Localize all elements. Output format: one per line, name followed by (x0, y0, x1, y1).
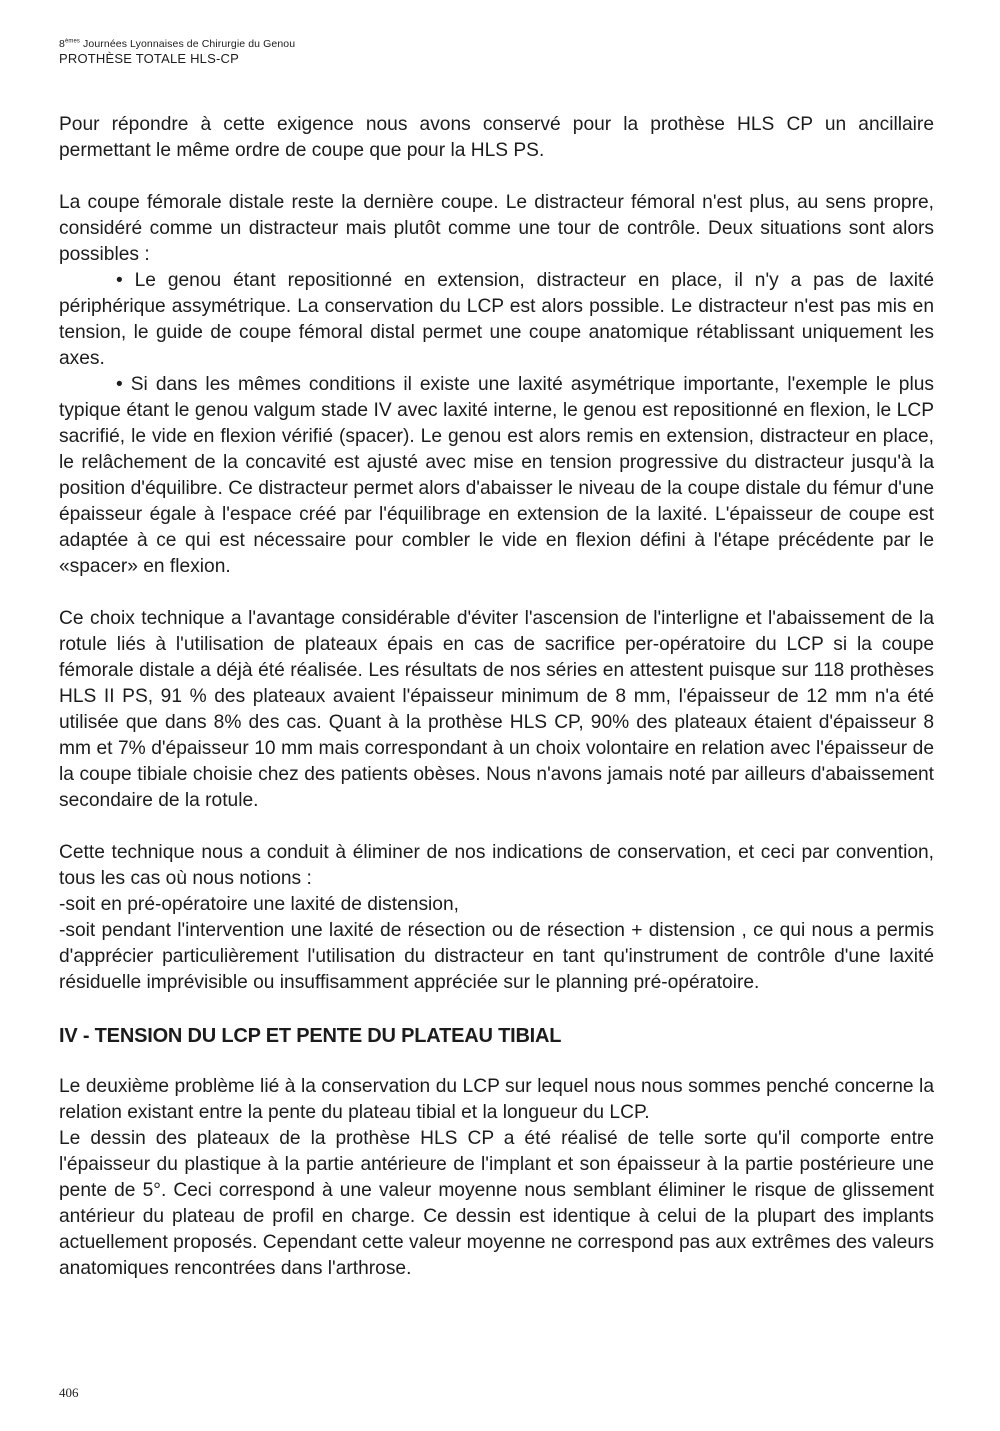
paragraph: Le dessin des plateaux de la prothèse HLS CP a été réalisé de telle sorte qu'il comporte entre l'épaisseur du plastique à la partie antérieure de l'implant et son épaisseur à la partie postérieure une pente de 5°. Ceci correspond à une valeur moyenne nous semblant éliminer le risque de glissement antérieur du plateau de profil en charge. Ce dessin est identique à celui de la plupart des implants actuellement proposés. Cependant cette valeur moyenne ne correspond pas aux extrêmes des valeurs anatomiques rencontrées dans l'arthrose. (59, 1128, 934, 1279)
paragraph: Pour répondre à cette exigence nous avons conservé pour la prothèse HLS CP un ancillaire permettant le même ordre de coupe que pour la HLS PS. (59, 114, 934, 161)
list-item: -soit en pré-opératoire une laxité de distension, (59, 894, 459, 915)
conference-ordinal: 8 (59, 38, 65, 50)
conference-ordinal-suffix: èmes (64, 38, 81, 45)
paragraph: Cette technique nous a conduit à éliminer de nos indications de conservation, et ceci par convention, tous les cas où nous notions : (59, 842, 934, 889)
running-header (59, 38, 659, 66)
bullet-paragraph: • Si dans les mêmes conditions il existe une laxité asymétrique importante, l'exemple le plus typique étant le genou valgum stade IV avec laxité interne, le genou est repositionné en flexion, le LCP sacrifié, le vide en flexion vérifié (spacer). Le genou est alors remis en extension, distracteur en place, le relâchement de la concavité est ajusté avec mise en tension progressive du distracteur jusqu'à la position d'équilibre. Ce distracteur permet alors d'abaisser le niveau de la coupe distale du fémur d'une épaisseur égale à l'espace créé par l'équilibrage en extension de la laxité. L'épaisseur de coupe est adaptée à ce qui est nécessaire pour combler le vide en flexion défini à l'étape précédente par le «spacer» en flexion. (59, 374, 934, 577)
paragraph: Le deuxième problème lié à la conservation du LCP sur lequel nous nous sommes penché concerne la relation existant entre la pente du plateau tibial et la longueur du LCP. (59, 1076, 934, 1123)
section-heading: IV - TENSION DU LCP ET PENTE DU PLATEAU TIBIAL (59, 1025, 562, 1047)
list-item: -soit pendant l'intervention une laxité de résection ou de résection + distension , ce qui nous a permis d'apprécier particulièrement l'utilisation du distracteur en tant qu'instrument de contrôle d'une laxité résiduelle imprévisible ou insuffisamment appréciée sur le planning pré-opératoire. (59, 920, 934, 993)
body-text (59, 112, 934, 1282)
bullet-paragraph: • Le genou étant repositionné en extension, distracteur en place, il n'y a pas de laxité périphérique assymétrique. La conservation du LCP est alors possible. Le distracteur n'est pas mis en tension, le guide de coupe fémoral distal permet une coupe anatomique rétablissant uniquement les axes. (59, 270, 934, 369)
conference-name (59, 38, 659, 51)
chapter-title: PROTHÈSE TOTALE HLS-CP (59, 51, 239, 66)
page-number: 406 (59, 1385, 79, 1400)
paragraph: La coupe fémorale distale reste la dernière coupe. Le distracteur fémoral n'est plus, au sens propre, considéré comme un distracteur mais plutôt comme une tour de contrôle. Deux situations sont alors possibles : (59, 192, 934, 265)
paragraph: Ce choix technique a l'avantage considérable d'éviter l'ascension de l'interligne et l'abaissement de la rotule liés à l'utilisation de plateaux épais en cas de sacrifice per-opératoire du LCP si la coupe fémorale distale a déjà été réalisée. Les résultats de nos séries en attestent puisque sur 118 prothèses HLS II PS, 91 % des plateaux avaient l'épaisseur minimum de 8 mm, l'épaisseur de 12 mm n'a été utilisée que dans 8% des cas. Quant à la prothèse HLS CP, 90% des plateaux étaient d'épaisseur 8 mm et 7% d'épaisseur 10 mm mais correspondant à un choix volontaire en relation avec l'épaisseur de la coupe tibiale choisie chez des patients obèses. Nous n'avons jamais noté par ailleurs d'abaissement secondaire de la rotule. (59, 608, 934, 811)
conference-title: Journées Lyonnaises de Chirurgie du Genou (80, 38, 296, 50)
